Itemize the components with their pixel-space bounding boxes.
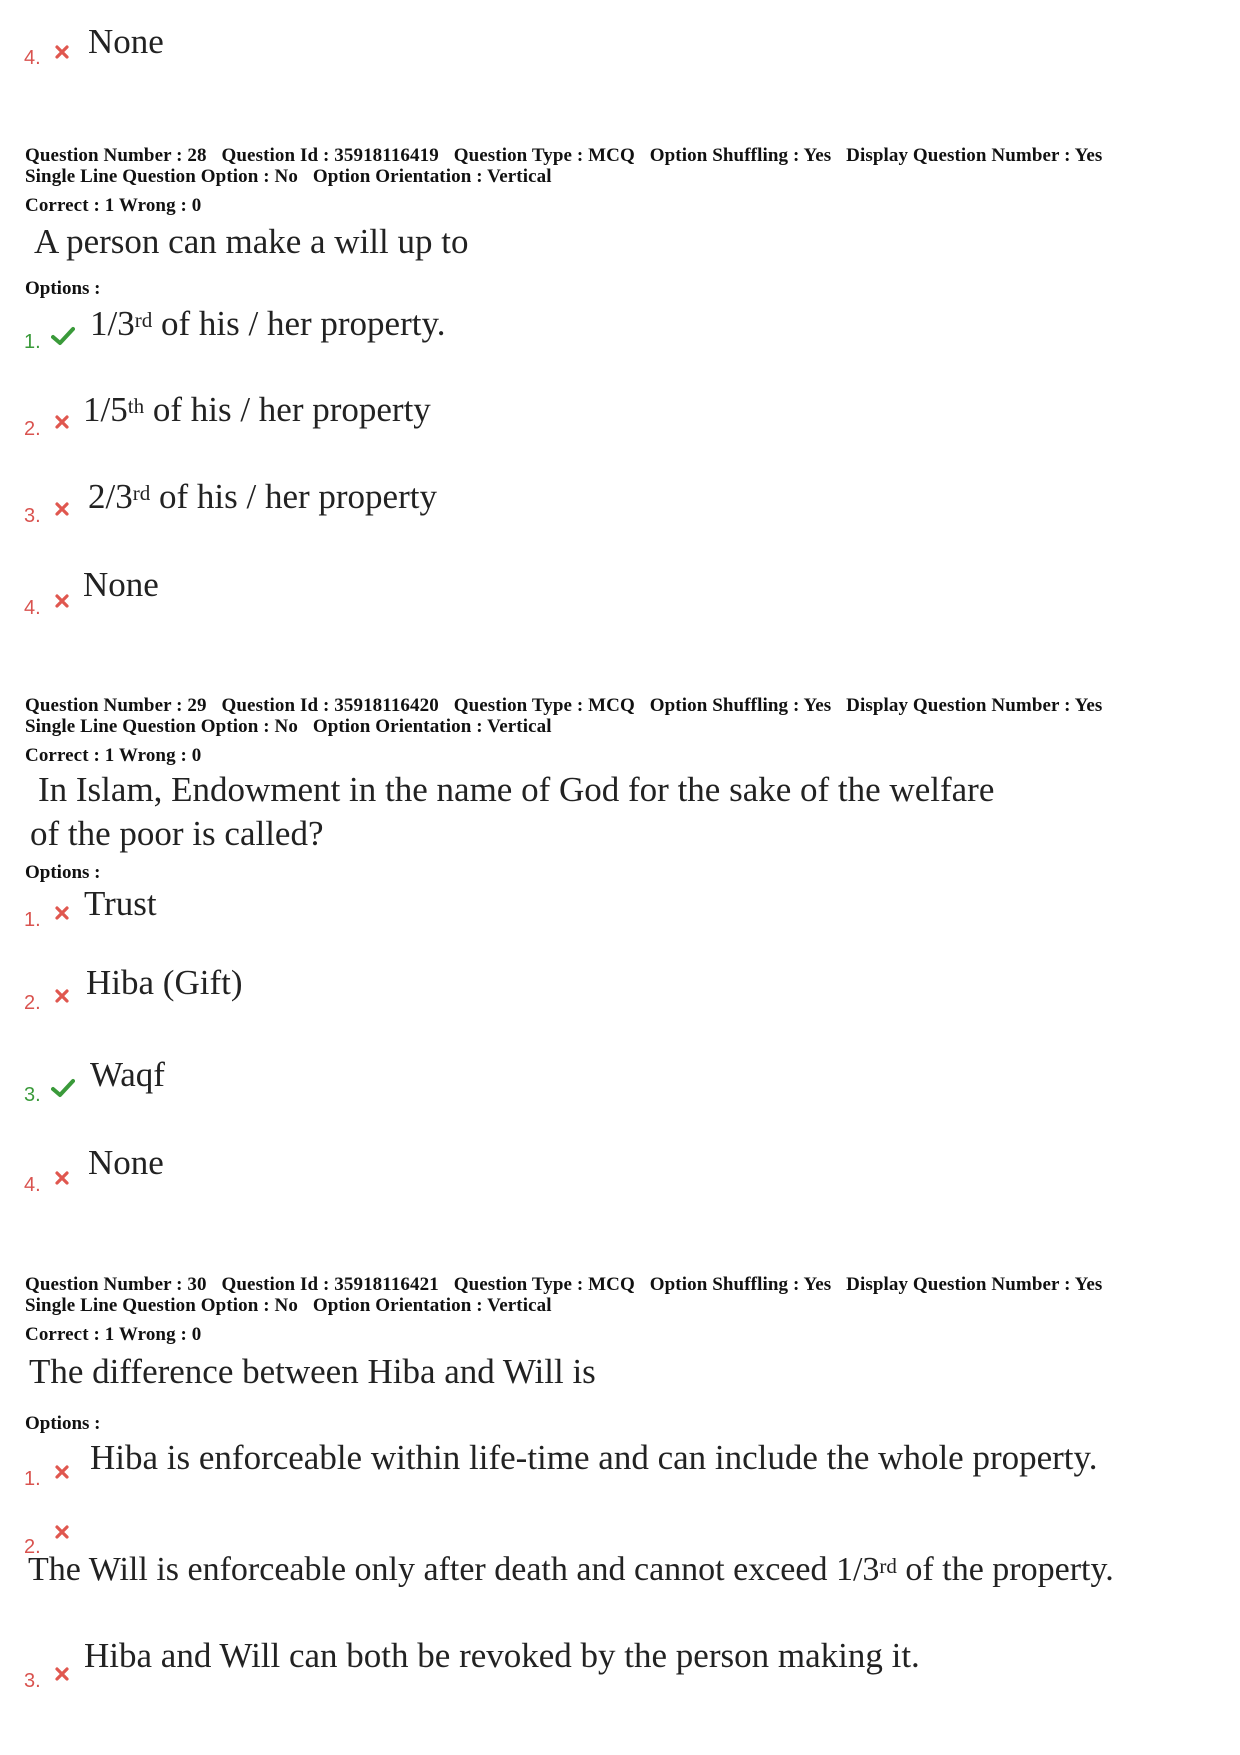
q29-question-number: Question Number : 29 <box>25 695 207 716</box>
q28-single-line-option: Single Line Question Option : No <box>25 166 298 187</box>
q30-question-stem: The difference between Hiba and Will is <box>29 1352 596 1391</box>
prev-option-4-number: 4. <box>24 47 41 69</box>
q29-option-3-text: Waqf <box>90 1055 165 1094</box>
q28-option-2-text: 1/5th of his / her property <box>83 390 431 429</box>
check-icon <box>51 1078 75 1098</box>
q29-option-orientation: Option Orientation : Vertical <box>312 716 552 737</box>
cross-icon <box>55 1525 69 1539</box>
q28-options-label: Options : <box>25 278 101 299</box>
q28-meta-line-2 <box>25 166 552 187</box>
q28-meta-line-1 <box>25 145 1102 166</box>
q30-display-question-number: Display Question Number : Yes <box>846 1274 1103 1295</box>
q29-option-1-text: Trust <box>84 884 157 923</box>
q30-option-2-text: The Will is enforceable only after death and cannot exceed 1/3rd of the property. <box>28 1551 1114 1588</box>
q30-question-type: Question Type : MCQ <box>453 1274 635 1295</box>
q29-single-line-option: Single Line Question Option : No <box>25 716 298 737</box>
check-icon <box>51 326 75 346</box>
q30-option-orientation: Option Orientation : Vertical <box>312 1295 552 1316</box>
cross-icon <box>55 1667 69 1681</box>
cross-icon <box>55 594 69 608</box>
q29-meta-line-2 <box>25 716 552 737</box>
q28-question-type: Question Type : MCQ <box>453 145 635 166</box>
q29-option-1-number: 1. <box>24 909 41 931</box>
q28-option-1-text: 1/3rd of his / her property. <box>90 304 446 343</box>
q30-meta-line-1 <box>25 1274 1102 1295</box>
cross-icon <box>55 1465 69 1479</box>
q28-option-4-number: 4. <box>24 597 41 619</box>
cross-icon <box>55 502 69 516</box>
prev-option-4-text: None <box>88 22 164 61</box>
q30-option-1-text: Hiba is enforceable within life-time and can include the whole property. <box>90 1438 1098 1477</box>
q29-option-4-text: None <box>88 1143 164 1182</box>
q29-option-2-number: 2. <box>24 992 41 1014</box>
q28-option-orientation: Option Orientation : Vertical <box>312 166 552 187</box>
q30-question-number: Question Number : 30 <box>25 1274 207 1295</box>
q29-option-shuffling: Option Shuffling : Yes <box>649 695 832 716</box>
q29-options-label: Options : <box>25 862 101 883</box>
q30-options-label: Options : <box>25 1413 101 1434</box>
q30-option-1-number: 1. <box>24 1468 41 1490</box>
q30-option-2-number: 2. <box>24 1536 41 1558</box>
q29-question-id: Question Id : 35918116420 <box>221 695 439 716</box>
q29-question-type: Question Type : MCQ <box>453 695 635 716</box>
q30-option-3-number: 3. <box>24 1670 41 1692</box>
cross-icon <box>55 906 69 920</box>
q29-option-3-number: 3. <box>24 1084 41 1106</box>
cross-icon <box>55 1171 69 1185</box>
q28-option-3-text: 2/3rd of his / her property <box>88 477 437 516</box>
cross-icon <box>55 989 69 1003</box>
q30-single-line-option: Single Line Question Option : No <box>25 1295 298 1316</box>
q29-question-stem-line-1: In Islam, Endowment in the name of God for the sake of the welfare <box>38 770 995 809</box>
q28-option-1-number: 1. <box>24 331 41 353</box>
cross-icon <box>55 415 69 429</box>
q30-question-id: Question Id : 35918116421 <box>221 1274 439 1295</box>
q28-option-4-text: None <box>83 565 159 604</box>
q29-option-2-text: Hiba (Gift) <box>86 963 243 1002</box>
q29-marks: Correct : 1 Wrong : 0 <box>25 745 202 766</box>
q29-display-question-number: Display Question Number : Yes <box>846 695 1103 716</box>
q28-display-question-number: Display Question Number : Yes <box>846 145 1103 166</box>
q28-question-stem: A person can make a will up to <box>34 222 469 261</box>
q28-question-number: Question Number : 28 <box>25 145 207 166</box>
q30-option-shuffling: Option Shuffling : Yes <box>649 1274 832 1295</box>
q28-option-3-number: 3. <box>24 505 41 527</box>
q29-meta-line-1 <box>25 695 1102 716</box>
q30-meta-line-2 <box>25 1295 552 1316</box>
q29-question-stem-line-2: of the poor is called? <box>30 814 324 853</box>
q29-option-4-number: 4. <box>24 1174 41 1196</box>
q28-option-shuffling: Option Shuffling : Yes <box>649 145 832 166</box>
cross-icon <box>55 45 69 59</box>
q30-marks: Correct : 1 Wrong : 0 <box>25 1324 202 1345</box>
q30-option-3-text: Hiba and Will can both be revoked by the person making it. <box>84 1636 920 1675</box>
q28-option-2-number: 2. <box>24 418 41 440</box>
q28-marks: Correct : 1 Wrong : 0 <box>25 195 202 216</box>
q28-question-id: Question Id : 35918116419 <box>221 145 439 166</box>
